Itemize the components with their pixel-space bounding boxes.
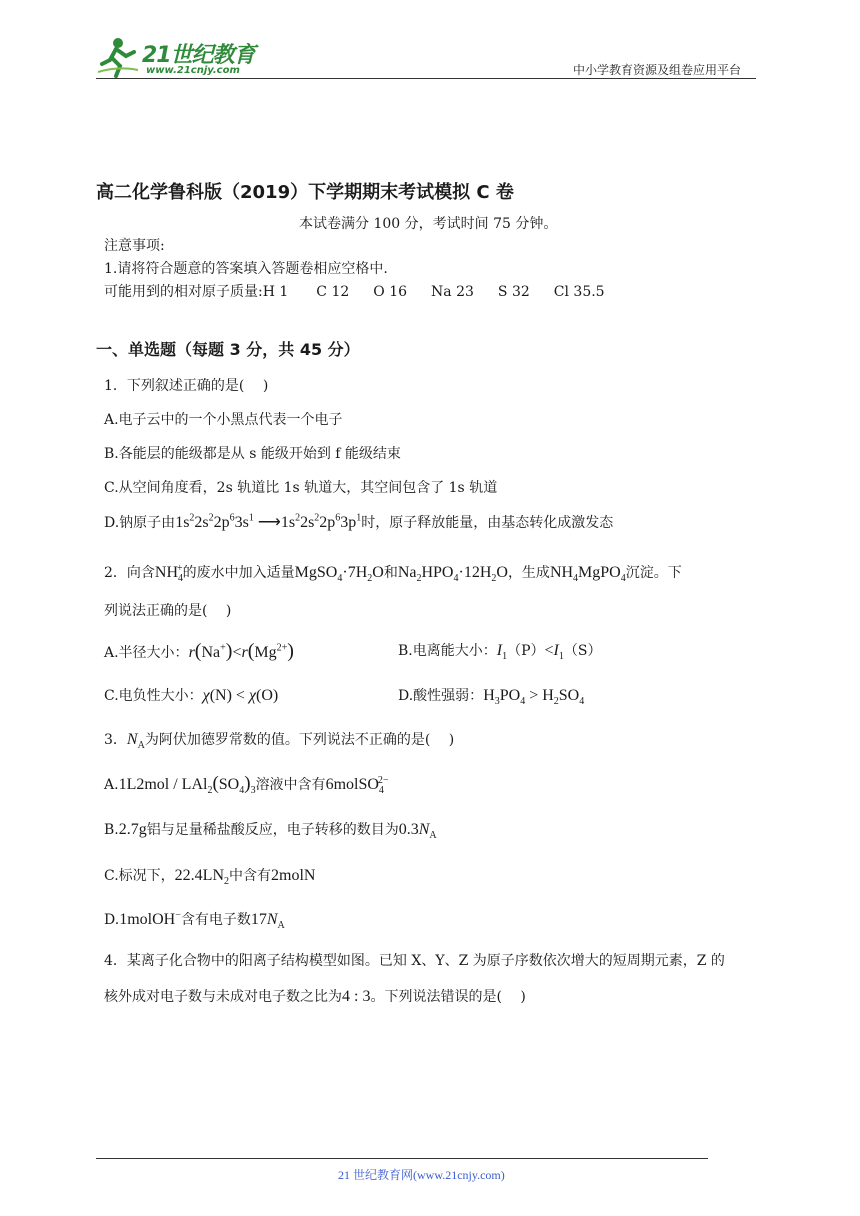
q3-stem: 3．$N_A$为阿伏加德罗常数的值。下列说法不正确的是( ) [104,731,455,752]
mass-h: H 1 [262,284,289,300]
q2-option-d[interactable]: D.酸性强弱：$H_3PO_4 > H_2SO_4$ [398,687,585,708]
q2-stem-line2: 列说法正确的是( ) [104,603,232,619]
logo-url: www.21cnjy.com [146,65,240,76]
footer-divider [96,1158,708,1159]
q1-option-a[interactable]: A.电子云中的一个小黑点代表一个电子 [104,412,343,428]
q2-option-a[interactable]: A.半径大小：$r(Na^+)<r(Mg^{2+})$ [104,640,294,662]
q1-stem: 1．下列叙述正确的是( ) [104,378,269,394]
footer-text[interactable]: 21 世纪教育网(www.21cnjy.com) [338,1168,505,1182]
q1-option-b[interactable]: B.各能层的能级都是从 s 能级开始到 f 能级结束 [104,446,401,462]
q1-option-c[interactable]: C.从空间角度看，2s 轨道比 1s 轨道大，其空间包含了 1s 轨道 [104,480,498,496]
notes-line1: 1.请将符合题意的答案填入答题卷相应空格中. [104,261,388,277]
logo-title: 21世纪教育 [142,43,255,68]
q4-line2: 核外成对电子数与未成对电子数之比为4 : 3。下列说法错误的是( ) [104,988,526,1005]
page-subtitle: 本试卷满分 100 分，考试时间 75 分钟。 [299,216,558,232]
header-platform-text: 中小学教育资源及组卷应用平台 [573,63,742,77]
notes-masses [104,282,605,302]
q1-d-formula: $1s^22s^22p^63s^1$ $⟶1s^22s^22p^63p^1$ [175,512,362,531]
page-title: 高二化学鲁科版（2019）下学期期末考试模拟 C 卷 [96,182,514,203]
q3-option-b[interactable]: B.2.7g铝与足量稀盐酸反应，电子转移的数目为$0.3N_A$ [104,821,437,842]
q1-option-d[interactable]: D.钠原子由$1s^22s^22p^63s^1$ $⟶1s^22s^22p^63p^1$时，原子释放能量，由基态转化成激发态 [104,512,614,531]
q2-stem: 2．向含$NH_4^+$的废水中加入适量$MgSO_4\cdot 7H_2O$和$Na_2HPO_4\cdot 12H_2O$，生成$NH_4MgPO_4$沉淀。下 [104,562,682,585]
header-divider [96,78,756,79]
mass-o: O 16 [373,284,408,300]
q2-option-c[interactable]: C.电负性大小：χ(N) < χ(O) [104,687,279,704]
masses-label: 可能用到的相对原子质量: [104,284,263,300]
q2-option-b[interactable]: B.电离能大小：$I_1(P)<I_1(S)$ [398,642,602,663]
q4-line1: 4．某离子化合物中的阳离子结构模型如图。已知 X、Y、Z 为原子序数依次增大的短周期元素，Z 的 [104,953,725,969]
mass-s: S 32 [497,284,530,300]
q3-option-c[interactable]: C.标况下，$22.4LN_2$中含有2molN [104,867,316,888]
mass-cl: Cl 35.5 [553,284,605,300]
q3-option-d[interactable]: D.1molOH−含有电子数$17N_A$ [104,909,285,932]
q3-option-a[interactable]: $A.1L2mol / LAl_2(SO_4)_3$溶液中含有6molSO$_4^{2-}$ [104,773,389,797]
header-logo [96,36,266,80]
section-heading: 一、单选题（每题 3 分，共 45 分） [96,340,360,359]
runner-logo-icon [96,36,140,78]
mass-c: C 12 [316,284,350,300]
mass-na: Na 23 [431,284,474,300]
notes-heading: 注意事项: [104,238,165,254]
